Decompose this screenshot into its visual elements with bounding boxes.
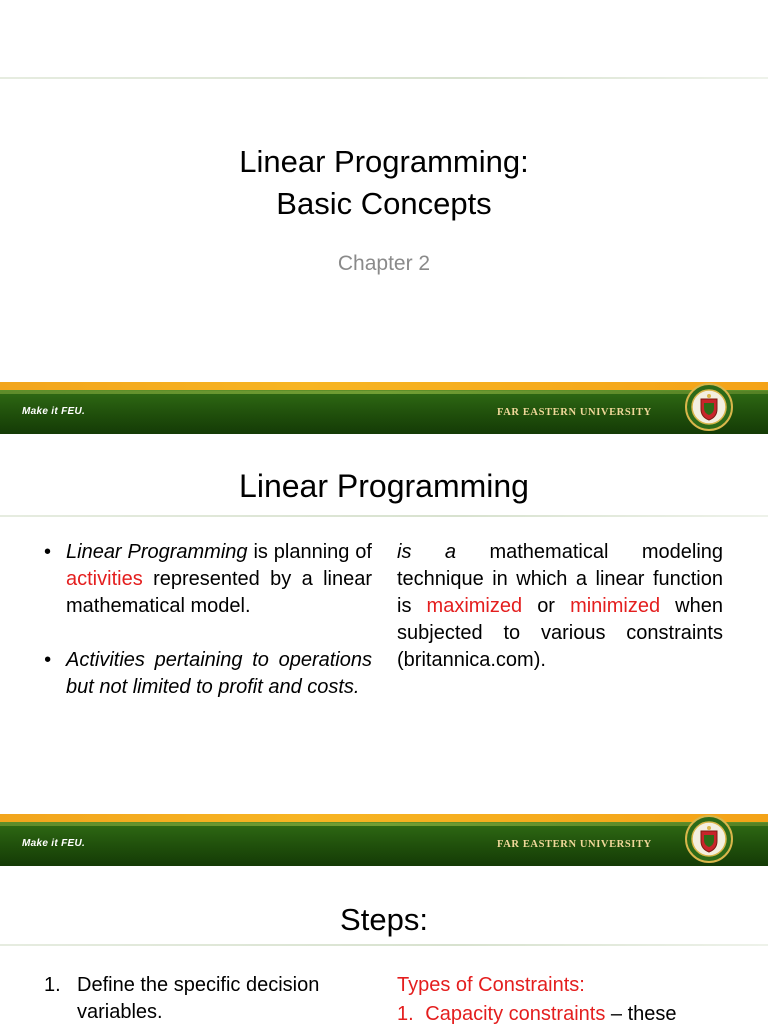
highlight-minimized: minimized <box>570 595 661 617</box>
slide-title: Steps: <box>340 902 428 937</box>
step-number: 1. <box>44 974 61 996</box>
title-rule <box>0 944 768 946</box>
university-seal-icon <box>684 382 734 432</box>
constraints-heading: Types of Constraints: <box>397 974 585 996</box>
bullet2-text: Activities pertaining to operations but not limited to profit and costs. <box>66 649 372 698</box>
highlight-activities: activities <box>66 568 143 590</box>
bullet1-text-end: represented by a linear mathematical model. <box>66 568 372 617</box>
banner-green-band <box>0 822 768 866</box>
capacity-constraints-label: Capacity constraints <box>425 1003 606 1024</box>
slide-gap <box>0 434 768 446</box>
steps-slide <box>0 880 768 1024</box>
university-name: FAR EASTERN UNIVERSITY <box>497 407 652 418</box>
constraint-item <box>397 1001 737 1024</box>
left-column <box>44 539 372 701</box>
definition-or: or <box>537 595 555 617</box>
constraint-desc: – these <box>610 1003 677 1024</box>
definition-lead: is a <box>397 541 457 563</box>
slide-subtitle: Chapter 2 <box>337 252 431 275</box>
title-slide <box>0 0 768 434</box>
slide-gap <box>0 867 768 880</box>
header-rule <box>0 77 768 79</box>
highlight-maximized: maximized <box>426 595 523 617</box>
footer-banner <box>0 814 768 866</box>
bullet-definition <box>44 539 372 620</box>
bullet1-text: is planning of <box>253 541 372 563</box>
step1-text: Define the specific decision variables. <box>77 974 320 1023</box>
tagline: Make it FEU. <box>22 838 86 849</box>
bullet-activities <box>44 647 372 701</box>
term-linear-programming: Linear Programming <box>66 541 248 563</box>
slide-title-line2: Basic Concepts <box>276 186 492 221</box>
right-column <box>397 539 723 674</box>
university-name: FAR EASTERN UNIVERSITY <box>497 839 652 850</box>
definition-slide <box>0 446 768 867</box>
slide-title: Linear Programming <box>239 468 529 504</box>
title-rule <box>0 515 768 517</box>
footer-banner <box>0 382 768 434</box>
definition-text: mathematical modeling technique in which a linear function is <box>397 541 724 617</box>
definition-text-end: when subjected to various constraints (britannica.com). <box>397 595 723 671</box>
slide-title-line1: Linear Programming: <box>239 144 529 179</box>
university-seal-icon <box>684 814 734 864</box>
constraint-number: 1. <box>397 1003 414 1024</box>
banner-green-band <box>0 390 768 434</box>
tagline: Make it FEU. <box>22 406 86 417</box>
